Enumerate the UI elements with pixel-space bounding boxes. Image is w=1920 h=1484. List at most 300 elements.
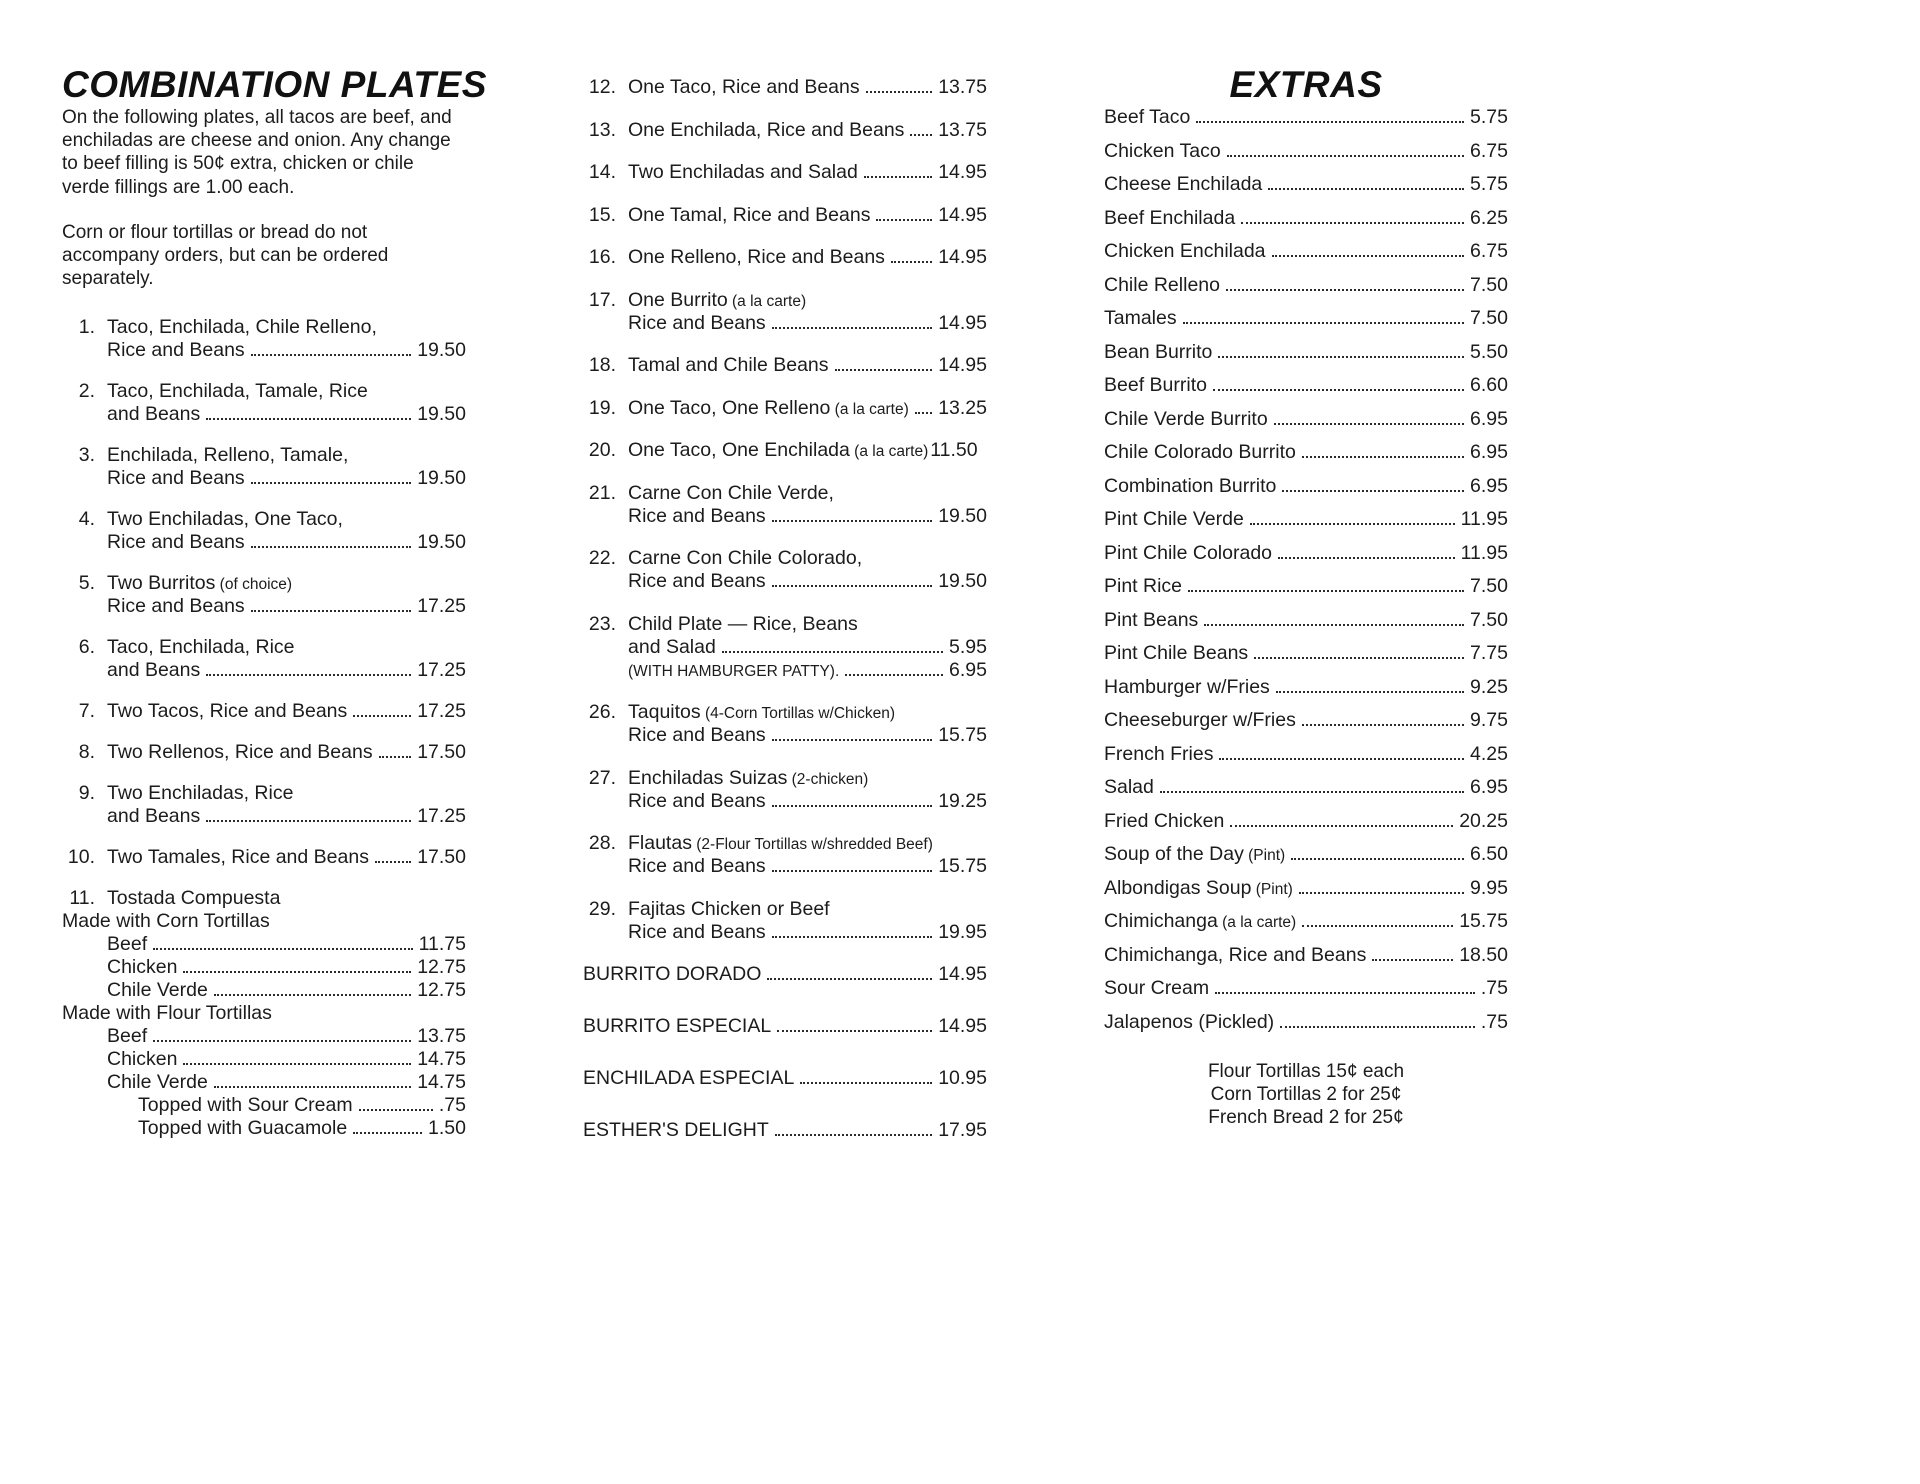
dot-leader — [775, 1134, 932, 1136]
menu-item-row — [583, 161, 987, 184]
menu-item-row — [583, 855, 987, 878]
extras-item — [1104, 307, 1508, 330]
item-text: Rice and Beans — [107, 531, 245, 554]
menu-item — [583, 832, 987, 878]
menu-item-row — [62, 1048, 466, 1071]
item-price: 11.95 — [1460, 541, 1508, 564]
extras-item — [1104, 676, 1508, 699]
item-price: 6.95 — [1470, 474, 1508, 497]
item-number: 8. — [78, 741, 95, 764]
dot-leader — [1241, 222, 1464, 224]
item-price: 15.75 — [938, 855, 987, 877]
menu-item-row — [1104, 508, 1508, 531]
item-text: One Burrito (a la carte) — [628, 288, 807, 311]
item-text: One Enchilada, Rice and Beans — [628, 118, 905, 141]
item-text: Rice and Beans — [628, 855, 766, 877]
menu-item-row — [62, 782, 466, 805]
dot-leader — [1254, 657, 1464, 659]
dot-leader — [800, 1082, 932, 1084]
menu-item-row — [1104, 441, 1508, 464]
menu-item-row — [583, 439, 987, 462]
item-price: 13.75 — [938, 118, 987, 141]
item-price: 17.95 — [938, 1119, 987, 1141]
item-price: 12.75 — [417, 956, 466, 979]
extras-item — [1104, 173, 1508, 196]
dot-leader — [772, 327, 933, 329]
item-price: 13.75 — [938, 76, 987, 98]
item-price: 4.25 — [1470, 742, 1508, 765]
dot-leader — [251, 482, 412, 484]
item-text: One Relleno, Rice and Beans — [628, 246, 885, 268]
menu-item-row — [62, 1071, 466, 1094]
dot-leader — [251, 610, 412, 612]
menu-item-row — [1104, 743, 1508, 766]
dot-leader — [1218, 356, 1464, 358]
menu-item — [583, 547, 987, 593]
item-number: 27. — [588, 766, 616, 789]
item-price: 9.75 — [1470, 709, 1508, 731]
note-line-french-bread: French Bread 2 for 25¢ — [1208, 1106, 1404, 1128]
item-price: 18.50 — [1459, 943, 1508, 966]
item-text: Taquitos (4-Corn Tortillas w/Chicken) — [628, 701, 896, 723]
dot-leader — [1274, 423, 1464, 425]
item-price: 14.95 — [938, 354, 987, 376]
item-price: 1.50 — [428, 1117, 466, 1140]
extras-item — [1104, 140, 1508, 163]
item-text: Two Enchiladas and Salad — [628, 161, 858, 183]
item-number: 10. — [67, 846, 95, 869]
item-text: Two Burritos (of choice) — [107, 572, 293, 595]
extras-item — [1104, 1011, 1508, 1034]
item-price: 15.75 — [1459, 910, 1508, 932]
dot-leader — [1272, 255, 1465, 257]
item-text: Beef Enchilada — [1104, 206, 1236, 229]
menu-item-row — [583, 1119, 987, 1142]
item-price: 17.25 — [417, 595, 466, 618]
menu-item-row — [1104, 977, 1508, 1000]
item-price: 19.50 — [417, 339, 466, 362]
menu-item-row — [583, 636, 987, 659]
menu-item — [583, 76, 987, 99]
dot-leader — [1188, 590, 1464, 592]
dot-leader — [866, 91, 933, 93]
item-price: 13.25 — [938, 396, 987, 419]
item-text: Chicken — [107, 956, 178, 979]
item-note: (a la carte) — [849, 443, 929, 460]
menu-item-row — [1104, 341, 1508, 364]
extras-item — [1104, 977, 1508, 1000]
menu-item-row — [1104, 910, 1508, 933]
item-price: 14.95 — [938, 311, 987, 334]
extras-list — [1104, 106, 1508, 1034]
item-text: Pint Chile Colorado — [1104, 541, 1273, 564]
dot-leader — [206, 820, 411, 822]
menu-item — [583, 701, 987, 747]
menu-item-row — [62, 910, 466, 933]
special-item — [583, 1067, 987, 1090]
item-price: 13.75 — [417, 1025, 466, 1048]
item-number: 15. — [588, 203, 616, 226]
item-price: 6.95 — [1470, 407, 1508, 430]
menu-item-row — [583, 505, 987, 528]
dot-leader — [251, 354, 412, 356]
item-number: 23. — [588, 612, 616, 635]
extras-item — [1104, 877, 1508, 900]
menu-item-row — [583, 724, 987, 747]
item-text: Flautas (2-Flour Tortillas w/shredded Beef) — [628, 832, 933, 854]
menu-item-row — [62, 1002, 466, 1025]
combination-plates-title: COMBINATION PLATES — [62, 64, 487, 105]
item-text: Pint Chile Verde — [1104, 508, 1244, 530]
extras-item — [1104, 609, 1508, 632]
item-text: ESTHER'S DELIGHT — [583, 1119, 769, 1141]
item-note: (of choice) — [215, 576, 293, 594]
item-price: 5.75 — [1470, 173, 1508, 195]
item-text: Rice and Beans — [628, 570, 766, 592]
dot-leader — [1372, 959, 1453, 961]
menu-item-row — [62, 659, 466, 682]
item-number: 4. — [78, 508, 95, 531]
item-text: Rice and Beans — [107, 467, 245, 490]
menu-item — [62, 741, 466, 764]
menu-item-row — [62, 467, 466, 490]
intro-paragraph-2: Corn or flour tortillas or bread do not accompany orders, but can be ordered separately. — [62, 221, 389, 290]
item-price: 7.50 — [1470, 575, 1508, 597]
menu-item-row — [62, 805, 466, 828]
item-text: Beef — [107, 933, 148, 956]
menu-item — [583, 613, 987, 682]
item-text: Soup of the Day (Pint) — [1104, 843, 1286, 865]
item-price: 9.25 — [1470, 675, 1508, 698]
item-note: (2-chicken) — [787, 770, 869, 788]
item-price: 17.50 — [417, 846, 466, 869]
menu-item — [62, 700, 466, 723]
menu-item — [583, 898, 987, 944]
menu-item-row — [1104, 642, 1508, 665]
extras-item — [1104, 207, 1508, 230]
dot-leader — [1299, 892, 1464, 894]
combination-plates-column — [62, 64, 487, 1171]
menu-item-row — [1104, 408, 1508, 431]
extras-item — [1104, 341, 1508, 364]
menu-item-row — [1104, 475, 1508, 498]
item-price: 11.50 — [930, 439, 978, 461]
item-price: 17.25 — [417, 805, 466, 828]
middle-items-list — [583, 76, 987, 944]
item-text: Made with Flour Tortillas — [62, 1002, 272, 1025]
dot-leader — [1226, 289, 1464, 291]
menu-item — [583, 767, 987, 813]
dot-leader — [1276, 691, 1464, 693]
dot-leader — [1268, 188, 1464, 190]
menu-item-row — [1104, 307, 1508, 330]
menu-item-row — [1104, 843, 1508, 866]
item-text: Two Tamales, Rice and Beans — [107, 846, 369, 869]
item-number: 21. — [588, 481, 616, 504]
item-text: Cheeseburger w/Fries — [1104, 709, 1296, 731]
menu-item-row — [583, 613, 987, 636]
menu-item-row — [1104, 274, 1508, 297]
specials-list — [583, 963, 987, 1142]
item-text: Tamales — [1104, 307, 1177, 329]
menu-item-row — [583, 832, 987, 855]
menu-item-row — [1104, 609, 1508, 632]
extras-item — [1104, 843, 1508, 866]
item-text: Taco, Enchilada, Tamale, Rice — [107, 380, 368, 403]
item-price: 6.75 — [1470, 139, 1508, 162]
dot-leader — [772, 520, 933, 522]
dot-leader — [1302, 456, 1464, 458]
dot-leader — [1183, 322, 1464, 324]
item-text: Two Enchiladas, One Taco, — [107, 508, 343, 531]
item-text: Sour Cream — [1104, 977, 1210, 999]
item-number: 3. — [78, 444, 95, 467]
menu-item-row — [1104, 776, 1508, 799]
menu-item-row — [583, 701, 987, 724]
item-text: Chile Relleno — [1104, 273, 1220, 296]
item-text: Chicken Taco — [1104, 139, 1221, 162]
item-number: 17. — [588, 288, 616, 311]
item-number: 16. — [588, 246, 616, 268]
item-price: 5.95 — [949, 635, 987, 658]
note-line-flour-tortillas: Flour Tortillas 15¢ each — [1207, 1060, 1405, 1082]
combination-items-list — [62, 316, 466, 1140]
item-number: 18. — [588, 354, 616, 376]
item-price: 7.50 — [1470, 608, 1508, 631]
menu-item — [583, 161, 987, 184]
item-price: 20.25 — [1459, 809, 1508, 832]
dot-leader — [1291, 858, 1464, 860]
item-note: (a la carte) — [1217, 914, 1297, 931]
item-text: Carne Con Chile Verde, — [628, 481, 834, 504]
menu-item — [62, 508, 466, 554]
dot-leader — [379, 756, 412, 758]
menu-item-row — [62, 531, 466, 554]
dot-leader — [353, 715, 411, 717]
item-text: and Beans — [107, 659, 201, 682]
menu-item — [583, 439, 987, 462]
extras-item — [1104, 944, 1508, 967]
item-text: BURRITO ESPECIAL — [583, 1015, 772, 1037]
item-text: French Fries — [1104, 742, 1214, 765]
dot-leader — [767, 978, 932, 980]
menu-item — [583, 397, 987, 420]
item-price: 6.95 — [1470, 441, 1508, 463]
item-number: 14. — [588, 161, 616, 183]
dot-leader — [1230, 825, 1453, 827]
menu-item-row — [583, 898, 987, 921]
item-text: Chile Verde Burrito — [1104, 407, 1268, 430]
item-price: 19.50 — [938, 504, 987, 527]
item-text: Combination Burrito — [1104, 474, 1277, 497]
item-text: Tostada Compuesta — [107, 887, 281, 910]
menu-item — [583, 246, 987, 269]
dot-leader — [891, 261, 932, 263]
item-text: Beef Taco — [1104, 106, 1191, 128]
item-text: Hamburger w/Fries — [1104, 675, 1270, 698]
menu-item-row — [62, 636, 466, 659]
menu-item-row — [1104, 1011, 1508, 1034]
menu-item — [62, 572, 466, 618]
menu-item-row — [1104, 106, 1508, 129]
dot-leader — [876, 219, 932, 221]
item-text: Chile Verde — [107, 979, 208, 1002]
dot-leader — [206, 418, 411, 420]
item-text: Two Rellenos, Rice and Beans — [107, 741, 373, 764]
item-text: Fajitas Chicken or Beef — [628, 897, 830, 920]
menu-item — [62, 380, 466, 426]
item-number: 13. — [588, 118, 616, 141]
item-price: 6.60 — [1470, 374, 1508, 396]
menu-item-row — [62, 403, 466, 426]
item-note: (a la carte) — [830, 400, 909, 418]
item-price: 14.75 — [417, 1048, 466, 1071]
item-price: 19.50 — [938, 570, 987, 592]
menu-item-row — [583, 1067, 987, 1090]
menu-item-row — [583, 921, 987, 944]
menu-item-row — [583, 1015, 987, 1038]
item-text: One Taco, Rice and Beans — [628, 76, 860, 98]
item-text: Pint Beans — [1104, 608, 1199, 631]
item-note: (4-Corn Tortillas w/Chicken) — [700, 705, 896, 722]
menu-item-row — [1104, 944, 1508, 967]
menu-item-row — [583, 570, 987, 593]
extras-item — [1104, 508, 1508, 531]
menu-item — [583, 289, 987, 335]
item-number: 22. — [588, 547, 616, 569]
item-text: Chimichanga (a la carte) — [1104, 910, 1297, 932]
item-text: Beef — [107, 1025, 148, 1048]
special-item — [583, 963, 987, 986]
item-text: Tamal and Chile Beans — [628, 354, 829, 376]
menu-item-row — [62, 380, 466, 403]
menu-item-row — [1104, 374, 1508, 397]
item-text: Rice and Beans — [628, 920, 766, 943]
item-text: Rice and Beans — [628, 504, 766, 527]
item-price: 14.95 — [938, 963, 987, 985]
item-text: Made with Corn Tortillas — [62, 910, 270, 933]
dot-leader — [1282, 490, 1464, 492]
extras-item — [1104, 441, 1508, 464]
item-price: 7.50 — [1470, 273, 1508, 296]
menu-item-row — [1104, 240, 1508, 263]
dot-leader — [1196, 121, 1464, 123]
item-note: (2-Flour Tortillas w/shredded Beef) — [691, 836, 933, 853]
menu-item-row — [583, 354, 987, 377]
item-number: 29. — [588, 897, 616, 920]
item-text: and Beans — [107, 403, 201, 426]
item-text: Cheese Enchilada — [1104, 173, 1263, 195]
menu-item-row — [62, 846, 466, 869]
menu-item-row — [62, 741, 466, 764]
extras-item — [1104, 240, 1508, 263]
extras-item — [1104, 274, 1508, 297]
special-item — [583, 1015, 987, 1038]
dot-leader — [359, 1109, 433, 1111]
dot-leader — [353, 1132, 422, 1134]
extras-title: EXTRAS — [1229, 64, 1383, 105]
menu-item-row — [1104, 207, 1508, 230]
item-price: 14.95 — [938, 203, 987, 226]
item-text: and Beans — [107, 805, 201, 828]
item-number: 7. — [78, 700, 95, 723]
extras-item — [1104, 743, 1508, 766]
item-text: Pint Chile Beans — [1104, 642, 1249, 664]
item-price: 17.25 — [417, 659, 466, 682]
item-price: 19.25 — [938, 789, 987, 812]
menu-item-row — [62, 444, 466, 467]
dot-leader — [915, 412, 932, 414]
menu-item-row — [1104, 709, 1508, 732]
note-line-corn-tortillas: Corn Tortillas 2 for 25¢ — [1210, 1083, 1402, 1105]
item-text: Chicken — [107, 1048, 178, 1071]
item-text: Carne Con Chile Colorado, — [628, 547, 863, 569]
dot-leader — [722, 651, 943, 653]
item-price: 6.95 — [949, 658, 987, 681]
special-item — [583, 1119, 987, 1142]
menu-item — [62, 316, 466, 362]
item-text: BURRITO DORADO — [583, 963, 762, 985]
item-text: Enchiladas Suizas (2-chicken) — [628, 766, 869, 789]
dot-leader — [183, 1063, 411, 1065]
dot-leader — [375, 861, 411, 863]
menu-item — [62, 636, 466, 682]
item-price: 6.75 — [1470, 240, 1508, 262]
item-text: (WITH HAMBURGER PATTY). — [628, 662, 840, 680]
dot-leader — [153, 948, 413, 950]
item-price: 19.50 — [417, 467, 466, 490]
item-number: 6. — [78, 636, 95, 659]
dot-leader — [1204, 624, 1464, 626]
menu-item-row — [62, 979, 466, 1002]
item-text: Albondigas Soup (Pint) — [1104, 876, 1293, 899]
item-number: 1. — [78, 316, 95, 339]
item-text: Rice and Beans — [628, 789, 766, 812]
item-price: 14.95 — [938, 161, 987, 183]
dot-leader — [845, 674, 943, 676]
menu-item-row — [62, 508, 466, 531]
item-price: 7.75 — [1470, 642, 1508, 664]
menu-item-row — [62, 956, 466, 979]
dot-leader — [206, 674, 411, 676]
extras-item — [1104, 542, 1508, 565]
menu-item-row — [583, 482, 987, 505]
item-text: Pint Rice — [1104, 575, 1183, 597]
menu-item — [62, 846, 466, 869]
menu-item-row — [1104, 877, 1508, 900]
menu-item-row — [1104, 676, 1508, 699]
dot-leader — [1278, 557, 1455, 559]
dot-leader — [153, 1040, 411, 1042]
menu-item-row — [62, 339, 466, 362]
item-text: Topped with Sour Cream — [138, 1094, 353, 1117]
item-price: 9.95 — [1470, 876, 1508, 899]
dot-leader — [1302, 925, 1453, 927]
item-price: 19.50 — [417, 403, 466, 426]
menu-item-row — [1104, 542, 1508, 565]
extras-item — [1104, 106, 1508, 129]
menu-item-row — [62, 933, 466, 956]
menu-item-row — [583, 246, 987, 269]
item-price: 12.75 — [417, 979, 466, 1002]
item-text: Rice and Beans — [628, 311, 766, 334]
item-price: 15.75 — [938, 724, 987, 746]
item-text: Bean Burrito — [1104, 340, 1213, 363]
item-text: Fried Chicken — [1104, 809, 1225, 832]
menu-item-row — [583, 289, 987, 312]
dot-leader — [772, 805, 933, 807]
item-text: Topped with Guacamole — [138, 1117, 348, 1140]
